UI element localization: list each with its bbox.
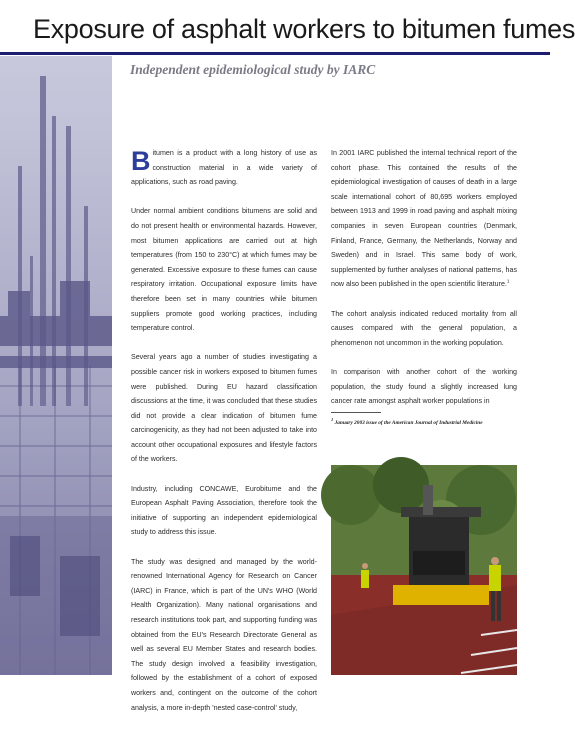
- left-text-column: [131, 146, 317, 730]
- paragraph-iarc-design: The study was designed and managed by the world-renowned International Agency for Research on Cancer (IARC) in France, which is part of the UN's WHO (World Health Organization). Many national organisations and research institutions took part, and supporting funding was obtained from the EU's Research Directorate General as well as several EU Member States and research bodies. The study design involved a feasibility investigation, followed by the establishment of a cohort of exposed workers and, contingent on the outcome of the cohort analysis, a more in-depth 'nested case-control' study,: [131, 557, 317, 712]
- refinery-photo: [0, 56, 112, 675]
- footnote-marker: 1: [331, 417, 334, 423]
- footnote-text: January 2003 issue of the American Journal of Industrial Medicine: [333, 420, 483, 426]
- footnote-rule: [331, 412, 381, 413]
- paragraph-lung-cancer: In comparison with another cohort of the working population, the study found a slightly increased lung cancer rate amongst asphalt worker populations in: [331, 367, 517, 406]
- paragraph-mortality: The cohort analysis indicated reduced mortality from all causes compared with the general population, a phenomenon not uncommon in the working population.: [331, 309, 517, 347]
- paragraph-industry: Industry, including CONCAWE, Eurobitume and the European Asphalt Paving Association, therefore took the initiative of supporting an independent epidemiological study to address this issue.: [131, 484, 317, 537]
- paragraph-cohort-report: [331, 146, 517, 292]
- intro-paragraph: [131, 146, 317, 190]
- footnote-ref: 1: [506, 278, 510, 284]
- drop-cap: B: [131, 146, 151, 176]
- page-title: Exposure of asphalt workers to bitumen fumes: [33, 14, 575, 44]
- footnote: [331, 417, 541, 426]
- asphalt-paver-photo: [331, 465, 517, 675]
- paragraph-hazards: Under normal ambient conditions bitumens are solid and do not present health or environmental hazards. However, most bitumen applications are carried out at high temperatures (from 150 to 230°C) at which fumes may be generated. Excessive exposure to these fumes can cause respiratory irritation. Occupational exposure limits have therefore been set in many countries while bitumen suppliers promote good working practices, including temperature control.: [131, 207, 317, 333]
- paragraph-studies: Several years ago a number of studies investigating a possible cancer risk in workers exposed to bitumen fumes were published. During EU hazard classification discussions at the time, it was concluded that these studies did not provide a clear indication of bitumen fume carcinogenicity, as they had not been adjusted to take into account other occupational exposures and lifestyle factors of the workers.: [131, 353, 317, 464]
- cohort-report-text: In 2001 IARC published the internal technical report of the cohort phase. This contained the results of the epidemiological investigation of causes of death in a large scale international cohort of 80,695 workers employed between 1913 and 1999 in road paving and asphalt mixing companies in seven European countries (Denmark, Finland, France, Germany, the Netherlands, Norway and Sweden) and in Israel. This same body of work, supplemented by further analyses of national patterns, has now also been published in the open scientific literature.: [331, 149, 517, 289]
- intro-text: itumen is a product with a long history of use as construction material in a wide variety of applications, such as road paving.: [131, 149, 317, 187]
- page-subtitle: Independent epidemiological study by IARC: [130, 62, 376, 77]
- right-text-column: [331, 146, 517, 423]
- title-rule: [0, 52, 550, 55]
